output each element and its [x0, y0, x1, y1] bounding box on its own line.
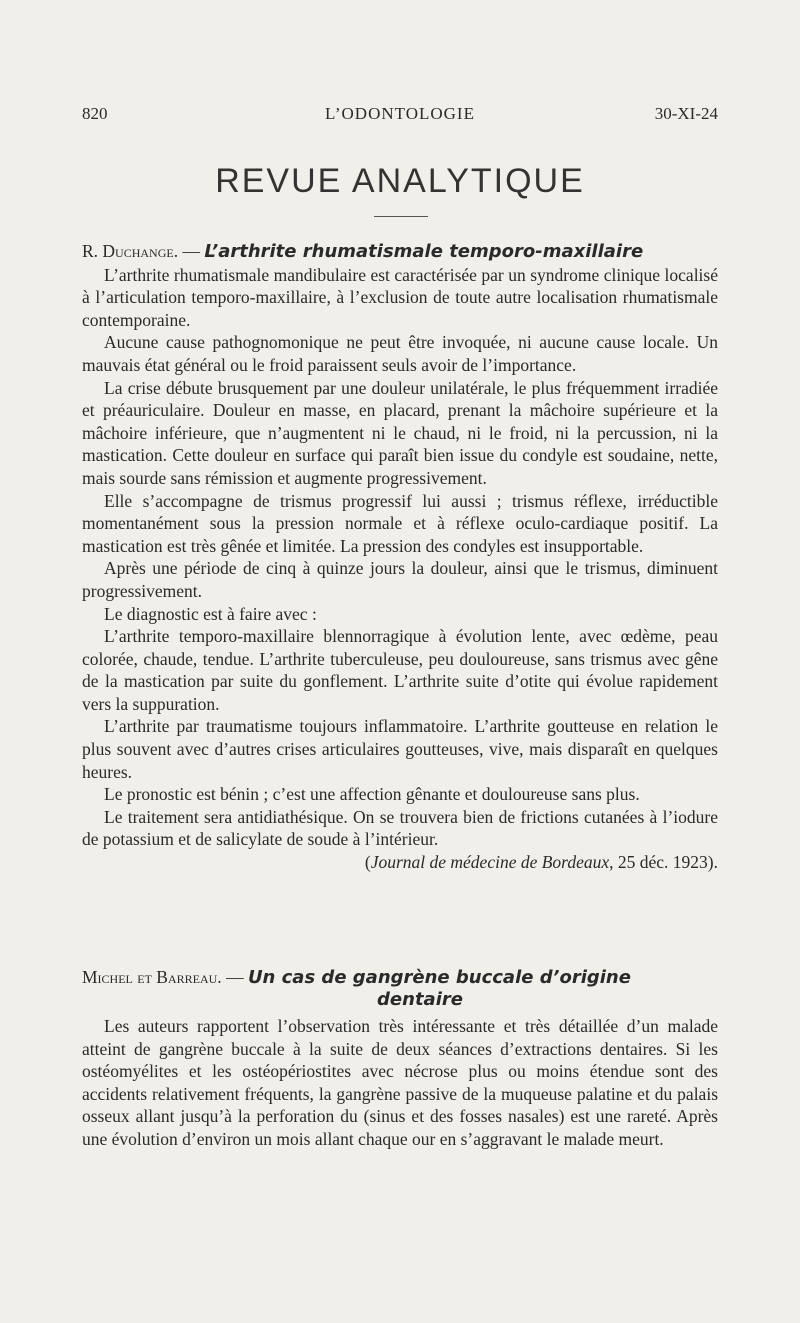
title-rule — [374, 216, 428, 217]
review-1-paragraph: Le traitement sera antidiathésique. On se trouvera bien de frictions cutanées à l’iodure de potassium et de salicylate de soude à l’intérieur. — [82, 806, 718, 850]
review-2-article-title-cont: dentaire — [377, 989, 463, 1010]
review-2-paragraph: Les auteurs rapportent l’observation très intéressante et très détaillée d’un malade atteint de gangrène buccale à la suite de deux séances d’extractions dentaires. Si les ostéomyélites et les ostéopériostites avec nécrose plus ou moins étendue sont des accidents relativement fréquents, la gangrène passive de la muqueuse palatine et du palais osseux allant jusqu’à la perforation du (sinus et des fosses nasales) est une rareté. Après une évolution d’environ un mois allant chaque our en s’aggravant le malade meurt. — [82, 1016, 718, 1149]
journal-name: L’ODONTOLOGIE — [325, 104, 475, 123]
citation-rest: , 25 déc. 1923). — [609, 852, 718, 873]
review-1-citation — [82, 851, 718, 874]
issue-date: 30-XI-24 — [654, 104, 718, 123]
citation-journal: Journal de médecine de Bordeaux — [370, 852, 610, 873]
review-1-paragraph: L’arthrite rhumatismale mandibulaire est caractérisée par un syndrome clinique localisé à l’articulation temporo-maxillaire, à l’exclusion de toute autre localisation rhumatismale contemporaine. — [82, 264, 718, 330]
review-1-paragraph: L’arthrite par traumatisme toujours inflammatoire. L’arthrite goutteuse en relation le plus souvent avec d’autres crises articulaires goutteuses, vive, mais disparaît en quelques heures. — [82, 716, 718, 782]
running-head — [82, 104, 718, 128]
review-1-paragraph: Elle s’accompagne de trismus progressif lui aussi ; trismus réflexe, irréductible momentanément sous la pression normale et à réflexe oculo-cardiaque positif. La mastication est très gênée et limitée. La pression des condyles est insupportable. — [82, 490, 718, 556]
review-2-heading — [82, 966, 718, 1011]
review-2-author: Michel et Barreau. — [82, 967, 222, 987]
review-1-paragraph: La crise débute brusquement par une douleur unilatérale, le plus fréquemment irradiée et préauriculaire. Douleur en masse, en placard, prenant la mâchoire supérieure et la mâchoire inférieure, que n’augmentent ni le chaud, ni le froid, ni la percussion, ni la mastication. Cette douleur en surface qui paraît bien issue du condyle est soudaine, nette, mais sourde sans rémission et augmente progressivement. — [82, 377, 718, 488]
section-title: REVUE ANALYTIQUE — [215, 162, 585, 200]
review-1-heading — [82, 240, 718, 264]
review-2-dash: — — [221, 967, 248, 987]
review-2 — [82, 1015, 718, 1151]
review-1-paragraph: Le diagnostic est à faire avec : — [104, 603, 317, 624]
review-1-paragraph: L’arthrite temporo-maxillaire blennorragique à évolution lente, avec œdème, peau colorée, chaude, tendue. L’arthrite tuberculeuse, peu douloureuse, sans trismus avec gêne de la mastication par suite du gonflement. L’arthrite suite d’otite qui évolue rapidement vers la suppuration. — [82, 626, 718, 714]
page-number: 820 — [82, 104, 108, 123]
review-1 — [82, 240, 718, 874]
review-1-paragraph: Le pronostic est bénin ; c’est une affection gênante et douloureuse sans plus. — [104, 784, 640, 805]
citation-open: ( — [364, 852, 371, 873]
review-1-author: R. Duchange. — [82, 241, 179, 261]
review-1-paragraph: Aucune cause pathognomonique ne peut être invoquée, ni aucune cause locale. Un mauvais état général ou le froid paraissent seuls avoir de l’importance. — [82, 332, 718, 375]
review-1-dash: — — [178, 241, 205, 261]
review-1-paragraph: Après une période de cinq à quinze jours la douleur, ainsi que le trismus, diminuent progressivement. — [82, 558, 718, 601]
review-2-article-title: Un cas de gangrène buccale d’origine — [247, 967, 631, 988]
review-1-article-title: L’arthrite rhumatismale temporo-maxillaire — [204, 241, 644, 262]
review-2-heading-line — [82, 967, 631, 987]
